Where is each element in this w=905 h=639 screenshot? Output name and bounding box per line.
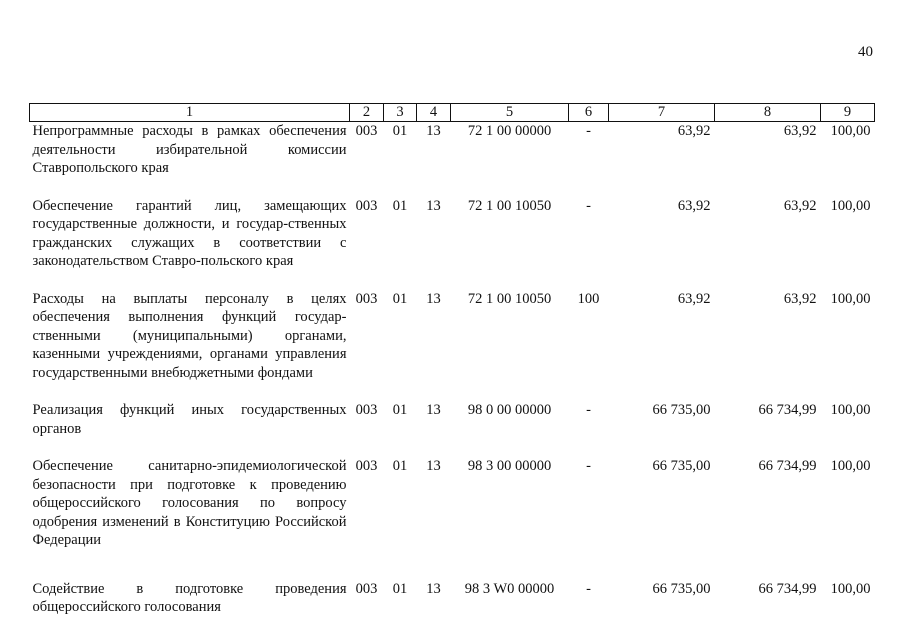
row-col-9: 100,00 (830, 123, 871, 139)
row-col-7: 66 735,00 (652, 580, 711, 597)
row-col-9: 100,00 (830, 290, 871, 307)
row-col-4: 13 (426, 402, 441, 418)
row-col-7: 66 735,00 (652, 402, 711, 418)
row-col-9: 100,00 (830, 458, 871, 474)
page-number: 40 (858, 44, 873, 60)
table-row (30, 401, 875, 457)
row-name: Расходы на выплаты персоналу в целях обеспечения выполнения функций государ-ственными (муниципальными) органами, казенными учреждениями, органами управления государственными внебюджетными фондами (32, 290, 347, 381)
row-col-3: 01 (392, 458, 408, 474)
header-col-3: 3 (384, 104, 417, 122)
header-col-6: 6 (569, 104, 609, 122)
row-col-4: 13 (426, 123, 441, 139)
row-name: Обеспечение гарантий лиц, замещающих государственные должности, и государ-ственных гражданских служащих в соответствии с законодательством Ставро-польского края (32, 197, 347, 269)
row-col-5: 72 1 00 10050 (467, 290, 552, 307)
header-col-4: 4 (417, 104, 451, 122)
row-col-2: 003 (355, 123, 378, 139)
row-col-8: 63,92 (783, 123, 817, 139)
row-col-7: 63,92 (677, 290, 711, 307)
row-col-8: 66 734,99 (758, 580, 817, 597)
row-col-4: 13 (426, 580, 441, 597)
header-col-1: 1 (30, 104, 350, 122)
row-col-6: - (586, 123, 591, 139)
table-row (30, 197, 875, 290)
row-col-2: 003 (355, 402, 378, 418)
table-row (30, 290, 875, 402)
row-col-8: 63,92 (783, 290, 817, 307)
row-col-6: 100 (577, 290, 600, 307)
header-col-2: 2 (350, 104, 384, 122)
row-col-6: - (586, 580, 591, 597)
row-col-6: - (586, 402, 591, 418)
row-col-2: 003 (355, 290, 378, 307)
row-name: Реализация функций иных государственных органов (32, 402, 347, 437)
row-col-4: 13 (426, 458, 441, 474)
header-row (30, 104, 875, 122)
row-col-7: 63,92 (677, 123, 711, 139)
row-col-9: 100,00 (830, 580, 871, 597)
row-col-8: 66 734,99 (758, 458, 817, 474)
row-col-3: 01 (392, 580, 408, 597)
row-col-6: - (586, 458, 591, 474)
row-col-3: 01 (392, 290, 408, 307)
row-col-5: 98 3 W0 00000 (464, 580, 555, 597)
table-body (30, 122, 875, 617)
header-col-7: 7 (609, 104, 715, 122)
row-col-5: 72 1 00 00000 (467, 123, 552, 139)
row-col-2: 003 (355, 458, 378, 474)
header-col-9: 9 (821, 104, 875, 122)
row-col-9: 100,00 (830, 402, 871, 418)
row-col-7: 63,92 (677, 197, 711, 214)
row-name: Непрограммные расходы в рамках обеспечения деятельности избирательной комиссии Ставропольского края (32, 123, 347, 176)
row-col-3: 01 (392, 197, 408, 214)
budget-table (29, 103, 875, 617)
row-col-5: 72 1 00 10050 (467, 197, 552, 214)
row-col-9: 100,00 (830, 197, 871, 214)
table-header (30, 104, 875, 122)
header-col-8: 8 (715, 104, 821, 122)
row-col-2: 003 (355, 580, 378, 597)
table-row (30, 457, 875, 580)
table-row (30, 580, 875, 617)
row-col-8: 66 734,99 (758, 402, 817, 418)
row-col-3: 01 (392, 402, 408, 418)
row-name: Содействие в подготовке проведения общероссийского голосования (32, 580, 347, 615)
row-col-3: 01 (392, 123, 408, 139)
header-col-5: 5 (451, 104, 569, 122)
row-col-8: 63,92 (783, 197, 817, 214)
row-col-5: 98 0 00 00000 (467, 402, 552, 418)
row-col-4: 13 (426, 197, 441, 214)
row-col-2: 003 (355, 197, 378, 214)
row-col-5: 98 3 00 00000 (467, 458, 552, 474)
row-col-6: - (586, 197, 591, 214)
row-name: Обеспечение санитарно-эпидемиологической безопасности при подготовке к проведению общероссийского голосования по вопросу одобрения изменений в Конституцию Российской Федерации (32, 458, 347, 548)
row-col-7: 66 735,00 (652, 458, 711, 474)
row-col-4: 13 (426, 290, 441, 307)
table-row (30, 122, 875, 197)
